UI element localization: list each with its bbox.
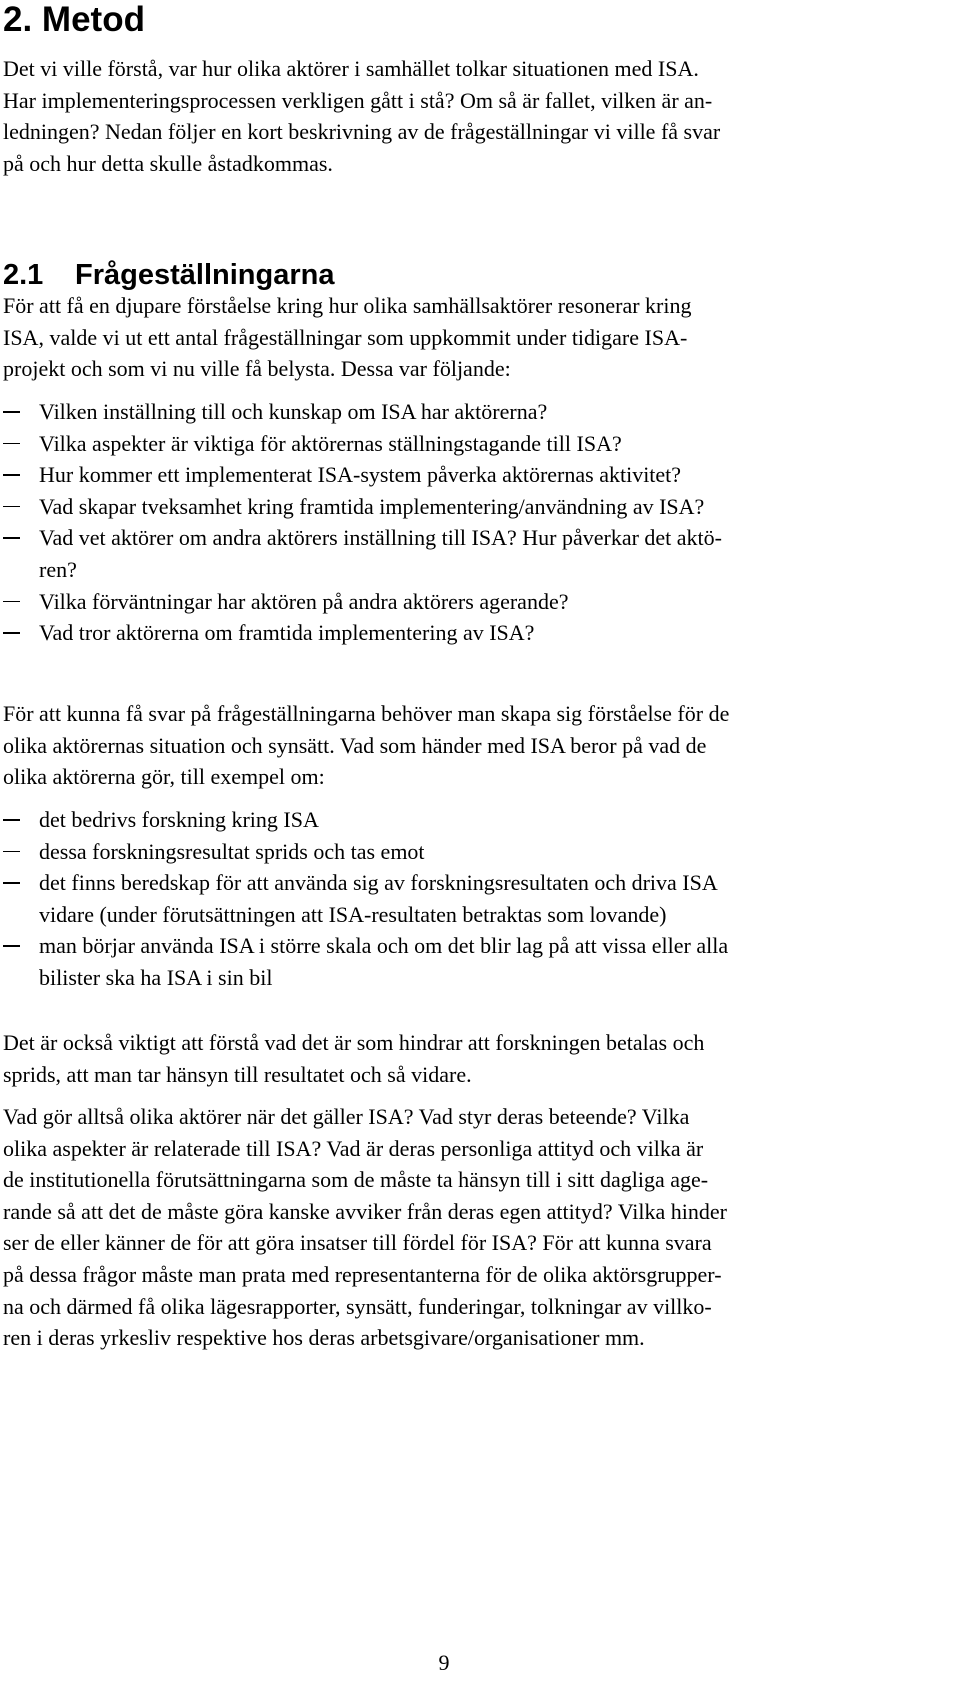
dash-bullet [3, 819, 20, 821]
dash-bullet [3, 537, 20, 539]
list-item [3, 428, 953, 460]
text-line: rande så att det de måste göra kanske avviker från deras egen attityd? Vilka hinder [3, 1198, 727, 1224]
section-number: 2.1 [3, 259, 44, 291]
chapter-title: 2. Metod [3, 0, 145, 39]
list-item [3, 804, 953, 836]
dash-bullet [3, 443, 20, 445]
text-line: de institutionella förutsättningarna som de måste ta hänsyn till i sitt dagliga age- [3, 1167, 709, 1193]
intro-paragraph [3, 53, 953, 179]
text-line: Det är också viktigt att förstå vad det är som hindrar att forskningen betalas och [3, 1030, 705, 1055]
text-line: Vad gör alltså olika aktörer när det gäller ISA? Vad styr deras beteende? Vilka [3, 1104, 690, 1129]
list-item-text: Vad skapar tveksamhet kring framtida implementering/användning av ISA? [39, 493, 705, 519]
text-line: ISA, valde vi ut ett antal frågeställningar som uppkommit under tidigare ISA- [3, 324, 688, 350]
list-item-text: Vad tror aktörerna om framtida implementering av ISA? [39, 620, 535, 646]
list-item-text: ren? [39, 556, 77, 582]
text-line: olika aktörernas situation och synsätt. Vad som händer med ISA beror på vad de [3, 732, 707, 758]
list-item-text: Vilken inställning till och kunskap om ISA har aktörerna? [39, 399, 548, 424]
text-line: Har implementeringsprocessen verkligen gått i stå? Om så är fallet, vilken är an- [3, 87, 713, 113]
list-item [3, 491, 953, 523]
list-item [3, 586, 953, 618]
text-line: olika aktörerna gör, till exempel om: [3, 764, 325, 790]
text-line: Det vi ville förstå, var hur olika aktörer i samhället tolkar situationen med ISA. [3, 56, 699, 81]
list-item-text: vidare (under förutsättningen att ISA-resultaten betraktas som lovande) [39, 901, 667, 927]
dash-bullet [3, 851, 20, 853]
text-line: na och därmed få olika lägesrapporter, synsätt, funderingar, tolkningar av villko- [3, 1293, 712, 1319]
text-line: För att kunna få svar på frågeställningarna behöver man skapa sig förståelse för de [3, 701, 730, 726]
list-item-text: det finns beredskap för att använda sig av forskningsresultaten och driva ISA [39, 870, 718, 896]
text-line: på och hur detta skulle åstadkommas. [3, 150, 333, 176]
list-item [3, 836, 953, 868]
text-line: ledningen? Nedan följer en kort beskrivning av de frågeställningar vi ville få svar [3, 119, 721, 145]
section-title: Frågeställningarna [75, 259, 335, 291]
dash-bullet [3, 882, 20, 884]
list-item-text: Vilka förväntningar har aktören på andra aktörers agerande? [39, 588, 569, 614]
list-item-text: dessa forskningsresultat sprids och tas emot [39, 838, 425, 864]
dash-bullet [3, 632, 20, 634]
dash-bullet [3, 506, 20, 508]
dash-bullet [3, 945, 20, 947]
text-line: ren i deras yrkesliv respektive hos deras arbetsgivare/organisationer mm. [3, 1325, 645, 1351]
list-item [3, 617, 953, 649]
dash-bullet [3, 601, 20, 603]
condition-list [3, 804, 953, 994]
text-line: För att få en djupare förståelse kring hur olika samhällsaktörer resonerar kring [3, 293, 692, 318]
section-heading [3, 258, 334, 292]
list-item [3, 396, 953, 428]
list-item [3, 930, 953, 993]
page-number: 9 [438, 1650, 450, 1675]
list-item [3, 867, 953, 930]
obstacles-paragraph [3, 1027, 953, 1090]
text-line: ser de eller känner de för att göra insatser till fördel för ISA? För att kunna svara [3, 1230, 712, 1256]
dash-bullet [3, 411, 20, 413]
list-item-text: Vad vet aktörer om andra aktörers inställning till ISA? Hur påverkar det aktö- [39, 525, 722, 551]
question-list [3, 396, 953, 649]
text-line: sprids, att man tar hänsyn till resultatet och så vidare. [3, 1061, 472, 1087]
list-item-text: bilister ska ha ISA i sin bil [39, 964, 273, 990]
dash-bullet [3, 474, 20, 476]
closing-paragraph [3, 1101, 953, 1354]
list-item-text: det bedrivs forskning kring ISA [39, 807, 319, 832]
list-item-text: Hur kommer ett implementerat ISA-system påverka aktörernas aktivitet? [39, 462, 682, 488]
text-line: olika aspekter är relaterade till ISA? Vad är deras personliga attityd och vilka är [3, 1135, 704, 1161]
text-line: projekt och som vi nu ville få belysta. Dessa var följande: [3, 356, 511, 382]
section-lead-paragraph [3, 290, 953, 385]
understanding-paragraph [3, 698, 953, 793]
list-item [3, 459, 953, 491]
list-item [3, 522, 953, 585]
list-item-text: Vilka aspekter är viktiga för aktörernas ställningstagande till ISA? [39, 430, 622, 456]
list-item-text: man börjar använda ISA i större skala och om det blir lag på att vissa eller alla [39, 933, 729, 959]
text-line: på dessa frågor måste man prata med representanterna för de olika aktörsgrupper- [3, 1261, 722, 1287]
